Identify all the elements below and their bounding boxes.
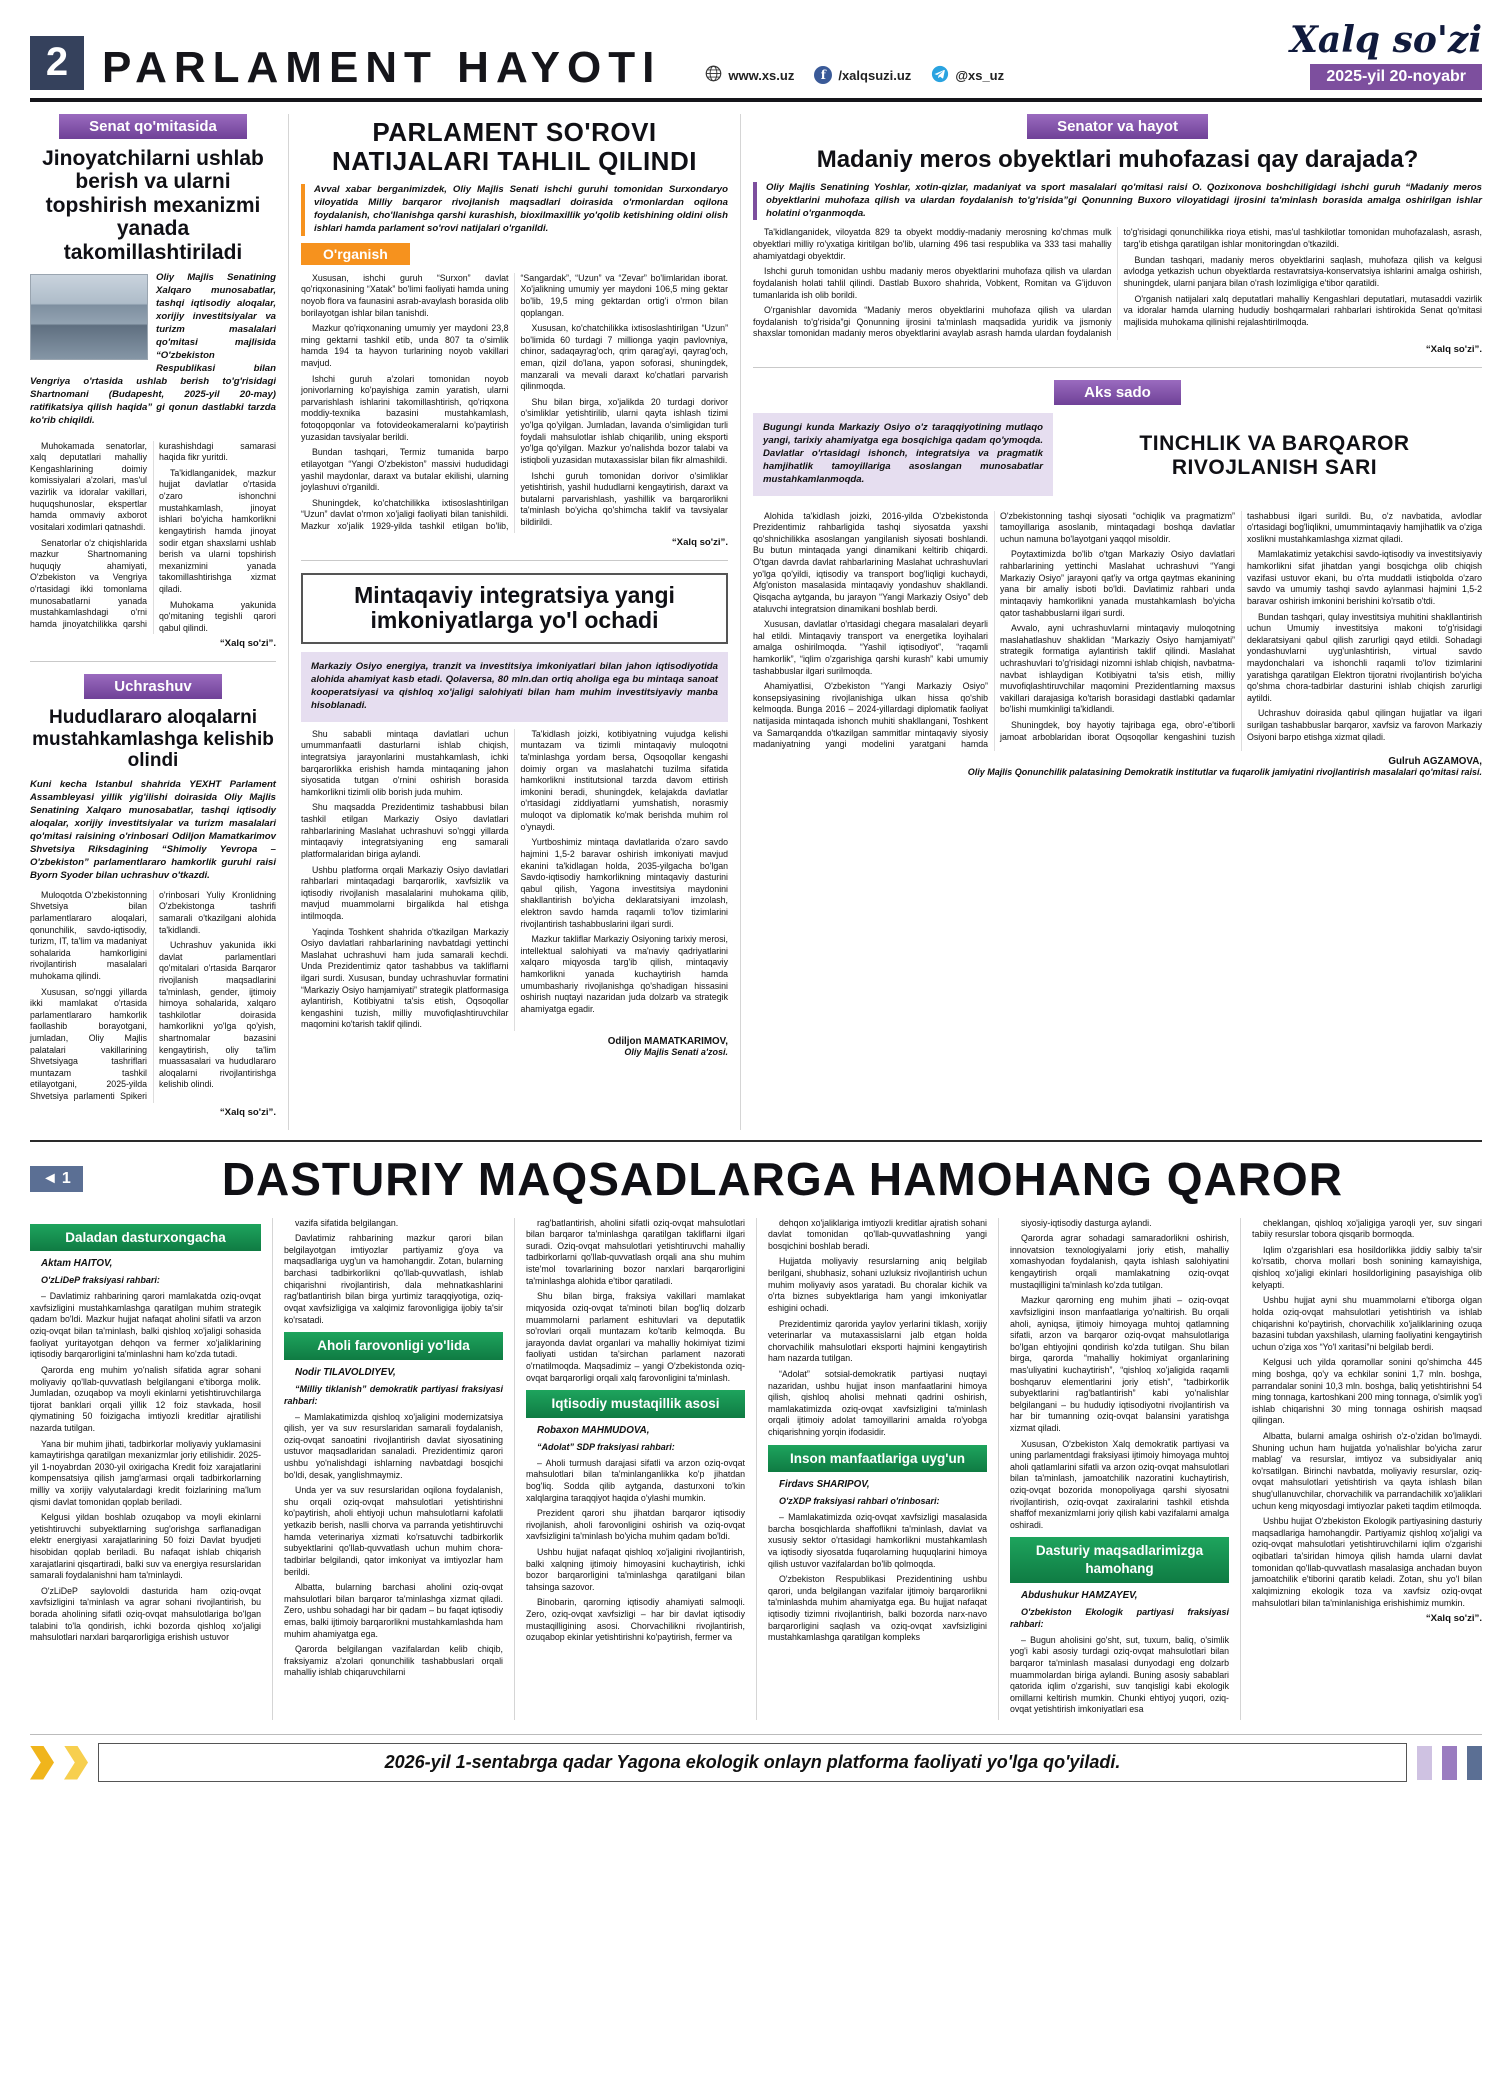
- right-column: [740, 114, 1482, 1130]
- speaker-role: O'zLiDeP fraksiyasi rahbari:: [41, 1275, 160, 1286]
- column-body-continued: [284, 1218, 503, 1326]
- body-paragraph: Ushbu hujjat ayni shu muammolarni e'tiborga olgan holda oziq-ovqat mahsulotlari yetishtirish va ishlab chiqarishni ko'paytirish, chorvachilik xo'jaliklarining ozuqa bazasini tubdan yaxshilash, ularning faoliyatini kengaytirish uchun o'ziga xos “Yo'l xaritasi”ni belgilab berdi.: [1252, 1295, 1482, 1352]
- page-number: 2: [30, 36, 84, 90]
- bottom-column-6: [1240, 1218, 1482, 1720]
- bottom-section: [30, 1140, 1482, 1720]
- bottom-headline-row: [30, 1152, 1482, 1206]
- headline-peace: TINCHLIK VA BARQAROR RIVOJLANISH SARI: [1139, 432, 1410, 479]
- article-meeting: [30, 674, 276, 1117]
- announcement-text: 2026-yil 1-sentabrga qadar Yagona ekologik onlayn platforma faoliyati yo'lga qo'yiladi.: [98, 1743, 1407, 1782]
- article-cultural-heritage: [753, 114, 1482, 355]
- article-divider: [301, 560, 728, 561]
- body-paragraph: Unda yer va suv resurslaridan oqilona foydalanish, shu orqali oziq-ovqat mahsulotlari yetishtirishni ko'paytirish, aholi ehtiyoji uchun mahsulotlarni kafolatli yetkazib berish, naslli chorva va parranda yetishtiruvchi hamda veterinariya xizmati ko'rsatuvchi tadbirkorlik subyektlarini qo'llab-quvvatlash uchun muhim chora-tadbirlar belgilandi, qator imkoniyat va imtiyozlar ham berildi.: [284, 1485, 503, 1577]
- telegram-handle: @xs_uz: [955, 67, 1005, 83]
- article-lead: Avval xabar berganimizdek, Oliy Majlis Senati ishchi guruhi tomonidan Surxondaryo viloyatida Milliy barqaror rivojlanish maqsadlari doirasida o'rmonlardan oqilona foydalanish, cho'llanishga qarshi kurashish, bioxilmaxillik yo'qolib ketishining oldini olish ishlari hamda parlament so'rovi natijalari o'rganildi.: [301, 184, 728, 236]
- column-body-continued: [1252, 1218, 1482, 1610]
- author-name: Odiljon MAMATKARIMOV,: [607, 1036, 728, 1048]
- body-paragraph: Xususan, ko'chatchilikka ixtisoslashtirilgan “Uzun” bo'limida 60 turdagi 7 millionga yaqin pavlovniya, chinor, sadaqayrag'och, qrim qarag'ayi, qayrag'och, eman, qizil do'lana, yapon soforasi, shuningdek, manzarali va mevali daraxt ko'chatlari parvarish qilinmoqda.: [520, 323, 728, 392]
- kicker-senator-va-hayot: Senator va hayot: [1027, 114, 1208, 139]
- body-paragraph: Ta'kidlanganidek, mazkur hujjat davlatlar o'rtasida o'zaro ishonchni mustahkamlash, jinoyat ishlari bo'yicha hamkorlikni kengaytirish hamda jinoyat sodir etgan shaxslarni ushlab berish va ularni topshirish mexanizmini yanada takomillashtirishga xizmat qiladi.: [159, 467, 276, 594]
- body-paragraph: Bundan tashqari, madaniy meros obyektlarini saqlash, muhofaza qilish va kelgusi avlodga yetkazish uchun obyektlarda restavratsiya-konservatsiya ishlarini amalga oshirish, shuningdek, ularni panjara bilan o'rash lozimligiga e'tibor qaratildi.: [1123, 254, 1482, 288]
- column-body-continued: [526, 1218, 745, 1385]
- body-paragraph: Ahamiyatlisi, O'zbekiston “Yangi Markaziy Osiyo” konsepsiyasining rivojlanishiga ulkan hissa qo'shib kelmoqda. Bunga 2016 – 2024-yillardagi diplomatik faoliyat natijasida mintaqada ishonch muhiti shakllangani, Toshkent va Samarqandda o'tkazilgan sammitlar mintaqaviy siyosiy madaniyatning yangi modelini yaratgani hamda O'zbekistonning tashqi siyosati “ochiqlik va pragmatizm” tamoyillariga asoslanib, mintaqadagi boshqa davlatlar uchun namuna bo'layotgani yaqqol misoldir.: [753, 510, 1235, 750]
- body-paragraph: Davlatimiz rahbarining mazkur qarori bilan belgilayotgan imtiyozlar partiyamiz g'oya va maqsadlariga uyg'un va hamohangdir. Zotan, bularning barchasi tadbirkorlikni qo'llab-quvvatlash, ishlab chiqarishni rivojlantirish, dala mehnatkashlarini rag'batlantirish bilan birga yurtimiz taraqqiyotiga, oziq-ovqat xavfsizligiga va xalqimiz farovonligiga ijobiy ta'sir ko'rsatadi.: [284, 1233, 503, 1325]
- body-paragraph: Qarorda agrar sohadagi samaradorlikni oshirish, innovatsion texnologiyalarni joriy etish, mahalliy xomashyodan foydalanish, qayta ishlash salohiyatini kengaytirish orqali mamlakatning oziq-ovqat mustaqilligini ta'minlash ko'zda tutilgan.: [1010, 1233, 1229, 1290]
- bottom-column-2: [272, 1218, 514, 1720]
- article-lead: Oliy Majlis Senatining Yoshlar, xotin-qizlar, madaniyat va sport masalalari qo'mitasi raisi O. Qozixonova boshchiligidagi ishchi guruh “Madaniy meros obyektlarini muhofaza qilish va ulardan foydalanish to'g'risida”gi Qonunning Buxoro viloyatidagi ijrosini ta'minlash borasida amalga oshirilgan ishlar holatini o'rganmoqda.: [753, 182, 1482, 221]
- body-paragraph: – Aholi turmush darajasi sifatli va arzon oziq-ovqat mahsulotlari bilan ta'minlanganlikka ko'p jihatdan bog'liq. Sodda qilib aytganda, dasturxoni to'kin xalqlargina taraqqiyot haqida o'ylashi mumkin.: [526, 1457, 745, 1503]
- body-paragraph: Poytaxtimizda bo'lib o'tgan Markaziy Osiyo davlatlari rahbarlarining yettinchi Maslahat uchrashuvi “Yangi Markaziy Osiyo” jarayoni qat'iy va ortga qaytmas ekanining yana bir amaliy isboti bo'ldi. Davlatimiz rahbari unda mintaqaviy hamkorlikni yanada mustahkamlash bo'yicha qator tashabbuslarni ilgari surdi.: [1000, 549, 1235, 618]
- body-paragraph: cheklangan, qishloq xo'jaligiga yaroqli yer, suv singari tabiiy resurslar tobora qisqarib bormoqda.: [1252, 1217, 1482, 1240]
- body-paragraph: Alohida ta'kidlash joizki, 2016-yilda O'zbekistonda Prezidentimiz rahbarligida tashqi siyosatda yaxshi qo'shnichilikka asoslangan yangilanish siyosati boshlandi. Bu butun mintaqada yangi dinamikani keltirib chiqardi. O'tgan davrda davlat rahbarlarining Maslahat uchrashuvlari yo'lga qo'yildi, iqtisodiy va transport bog'liqligi kuchaydi, Afg'oniston masalasida mintaqaviy yondashuv shakllandi. Qisqacha aytganda, bu jarayon “Yangi Markaziy Osiyo” deb ataluvchi integratsion dinamikani boshlab berdi.: [753, 510, 988, 614]
- article-lead: Markaziy Osiyo energiya, tranzit va investitsiya imkoniyatlari bilan jahon iqtisodiyotida alohida ahamiyat kasb etadi. Qolaversa, 80 mln.dan ortiq aholiga ega bu mintaqa sanoat kooperatsiyasi va qishloq xo'jaligi salohiyati bilan ham muhim investitsiyaviy manba hisoblanadi.: [301, 652, 728, 722]
- body-paragraph: – Mamlakatimizda qishloq xo'jaligini modernizatsiya qilish, yer va suv resurslaridan samarali foydalanish, oziq-ovqat sanoatini rivojlantirish davlat siyosatining ustuvor maqsadlaridan sanaladi. Prezidentimiz qarori ushbu yo'nalishdagi ishlarning navbatdagi bosqichi bo'ldi, desak, yanglishmaymiz.: [284, 1411, 503, 1480]
- website-url: www.xs.uz: [728, 67, 795, 83]
- contact-links: [705, 65, 1004, 86]
- body-paragraph: Mamlakatimiz yetakchisi savdo-iqtisodiy va investitsiyaviy hamkorlikni sifat jihatdan yangi bosqichga olib chiqish vazifasi ustuvor ekani, bu o'rta muddatli istiqbolda o'zaro savdo va umumiy tashqi savdo aylanmasi hajmini 1,5-2 baravar oshirish imkonini berishini ko'rsatib o'tdi.: [1247, 549, 1482, 606]
- brand-block: [1289, 19, 1482, 90]
- body-paragraph: Xususan, so'nggi yillarda ikki mamlakat o'rtasida parlamentlararo hamkorlik faollashib borayotgani, jumladan, Oliy Majlis palatalari vakillarining Shvetsiyaga tashriflari muntazam tashkil etilayotgani, 2025-yilda Shvetsiya parlamenti Spikeri o'rinbosari Yuliy Kronlidning O'zbekistonga tashrifi samarali o'tkazilgani alohida ta'kidlandi.: [30, 889, 276, 1102]
- article-lead-block: [30, 272, 276, 434]
- body-paragraph: Muloqotda O'zbekistonning Shvetsiya bilan parlamentlararo aloqalari, qonunchilik, savdo-iqtisodiy, turizm, IT, ta'lim va madaniyat sohalarida hamkorligini rivojlantirish masalalari muhokama qilindi.: [30, 889, 147, 981]
- speaker-role: O'zXDP fraksiyasi rahbari o'rinbosari:: [779, 1496, 940, 1507]
- headline-integration: Mintaqaviy integratsiya yangi imkoniyatlarga yo'l ochadi: [301, 573, 728, 645]
- headline-interregional: Hududlararo aloqalarni mustahkamlashga kelishib olindi: [32, 707, 274, 771]
- article-photo: [30, 274, 148, 360]
- column-body: [1010, 1635, 1229, 1716]
- issue-date: 2025-yil 20-noyabr: [1310, 64, 1482, 90]
- body-paragraph: – Bugun aholisini go'sht, sut, tuxum, baliq, o'simlik yog'i kabi asosiy turdagi oziq-ovqat mahsulotlari bilan barqaror ta'minlash masalasi dunyodagi eng dolzarb muammolardan biriga aylandi. Buning asosiy sabablari qatorida iqlim o'zgarishi, suv tanqisligi kabi ekologik omillarni keltirish mumkin. Chunki ehtiyoj yuqori, oziq-ovqat yetishtirish imkoniyatlari esa: [1010, 1634, 1229, 1715]
- decor-bar: [1467, 1746, 1482, 1780]
- signoff: “Xalq so'zi”.: [219, 1106, 276, 1118]
- body-paragraph: Shu sababli mintaqa davlatlari uchun umummanfaatli dasturlarni ishlab chiqish, integratsiya jarayonlarini mustahkamlash, ichki barqarorlikka erishish hamda mintaqaning jahon siyosatida tutgan o'rnini oshirish borasida hamkorlikni tizimli olib borish juda muhim.: [301, 728, 509, 797]
- chevron-icon: [30, 1746, 54, 1780]
- article-divider: [753, 367, 1482, 368]
- body-paragraph: Muhokamada senatorlar, xalq deputatlari mahalliy Kengashlarining doimiy komissiyalari a'zolari, mas'ul vazirlik va idoralar vakillari, huquqshunoslar, ekspertlar hamda ommaviy axborot vositalari xodimlari qatnashdi.: [30, 440, 147, 532]
- article-regional-integration: [301, 573, 728, 1057]
- kicker-aholi-farovonligi: Aholi farovonligi yo'lida: [284, 1332, 503, 1360]
- body-paragraph: Mazkur takliflar Markaziy Osiyoning tarixiy merosi, intellektual salohiyati va ma'naviy qadriyatlarini xalqaro miqyosda targ'ib qilish, mintaqaviy hamkorlikni yanada kuchaytirish hamda umumbashariy rivojlanishga qo'shadigan hissasini oshirish nuqtayi nazaridan juda dolzarb va strategik ahamiyatga egadir.: [520, 934, 728, 1014]
- kicker-aks-sado: Aks sado: [1054, 380, 1181, 405]
- body-paragraph: Kelgusi yildan boshlab ozuqabop va moyli ekinlarni yetishtiruvchi subyektlarning sug'orishga sarflanadigan elektr energiyasi xarajatlarining 50 foizi Davlat byudjeti hisobidan qoplab beriladi. Bu nafaqat ishlab chiqarish xarajatlarini qisqartiradi, balki suv va energiya resurslaridan samarali foydalanishni ham ta'minlaydi.: [30, 1512, 261, 1581]
- body-paragraph: Yana bir muhim jihati, tadbirkorlar moliyaviy yuklamasini kamaytirishga qaratilgan mexanizmlar joriy etilishidir. 2025-yil 1-noyabrdan 2030-yil oxirigacha Kredit foiz xarajatlarini kompensatsiya qilish jamg'armasi orqali tadbirkorlarning milliy va xorijiy valyutalardagi kredit foizlarining ma'lum qismi davlat tomonidan qoplab beriladi.: [30, 1438, 261, 1507]
- bottom-column-5: [998, 1218, 1240, 1720]
- center-column: [288, 114, 740, 1130]
- speaker-name: Firdavs SHARIPOV,: [779, 1479, 870, 1491]
- body-paragraph: rag'batlantirish, aholini sifatli oziq-ovqat mahsulotlari bilan barqaror ta'minlashga qaratilgan takliflarni ilgari suradi. Oziq-ovqat mahsulotlari yetishtiruvchi mahalliy tadbirkorlarni qo'llab-quvvatlash orqali ana shu muhim iste'mol tovarlarining bozor narxlari barqarorligini ta'minlashga alohida e'tibor qaratiladi.: [526, 1217, 745, 1286]
- article-lead: Kuni kecha Istanbul shahrida YEXHT Parlament Assambleyasi yillik yig'ilishi doirasida Oliy Majlis Senatining Xalqaro munosabatlar, tashqi iqtisodiy aloqalar, xorijiy investitsiyalar va turizm masalalari qo'mitasi raisining o'rinbosari Odiljon Mamatkarimov Shvetsiya Riksdagining “Shimoliy Yevropa – O'zbekiston” parlamentlararo hamkorlik guruhi raisi Byorn Syoder bilan uchrashuv o'tkazdi.: [30, 779, 276, 881]
- body-paragraph: Kelgusi uch yilda qoramollar sonini qo'shimcha 445 ming boshga, qo'y va echkilar sonini 1,7 mln. boshga, parrandalar sonini 10,3 mln. boshga, baliq yetishtirishni 54 ming tonnaga, kartoshkani 200 ming tonnaga, o'simlik yog'i ishlab chiqarishni 30 ming tonnaga oshirish maqsad qilingan.: [1252, 1357, 1482, 1426]
- headline-survey: PARLAMENT SO'ROVI NATIJALARI TAHLIL QILINDI: [332, 116, 697, 176]
- body-paragraph: Xususan, ishchi guruh “Surxon” davlat qo'riqxonasining “Xatak” bo'limi faoliyati hamda uning noyob flora va faunasini asrab-avaylash borasida olib borilayotgan ishlar bilan tanishdi.: [301, 272, 509, 318]
- author-role: Oliy Majlis Senati a'zosi.: [624, 1047, 728, 1058]
- continued-page-number: 1: [61, 1169, 71, 1187]
- body-paragraph: Albatta, bularni amalga oshirish o'z-o'zidan bo'lmaydi. Shuning uchun ham hujjatda yo'nalishlar bo'yicha zarur mablag' va resurslar, imtiyoz va subsidiyalar aniq ko'rsatilgan. Birinchi navbatda, moliyaviy resurslar, oziq-ovqat mahsulotlari yetishtirish va qayta ishlash bilan shug'ullanuvchilar, chorvachilik va parrandachilik xo'jaliklari uchun keng miqyosdagi imtiyozlar paketi taqdim etilmoqda.: [1252, 1431, 1482, 1511]
- decor-bar: [1442, 1746, 1457, 1780]
- article-body: [30, 441, 276, 635]
- kicker-daladan-dasturxongacha: Daladan dasturxongacha: [30, 1224, 261, 1252]
- article-lead: Oliy Majlis Senatining Xalqaro munosabatlar, tashqi iqtisodiy aloqalar, xorijiy investitsiyalar va turizm masalalari qo'mitasi majlisida “O'zbekiston Respublikasi bilan Vengriya o'rtasida ushlab berish to'g'risidagi Shartnomani (Budapesht, 2025-yil 20-may) ratifikatsiya qilish haqida” gi qonun dastlabki tarzda ko'rib chiqildi.: [30, 272, 276, 426]
- facebook-link: [814, 66, 911, 84]
- body-paragraph: Prezident qarori shu jihatdan barqaror iqtisodiy rivojlanish, aholi farovonligini oshirish va oziq-ovqat xavfsizligini ta'minlash bo'yicha muhim qadam bo'ldi.: [526, 1508, 745, 1542]
- body-paragraph: O'zbekiston Respublikasi Prezidentining ushbu qarori, unda belgilangan vazifalar ijtimoiy barqarorlikni ta'minlashda muhim ahamiyatga ega. Bu hujjat nafaqat iqtisodiy tizimni rivojlantirish, balki bozorda narx-navo barqarorligini saqlash va oziq-ovqat xavfsizligini mustahkamlashga qaratilgan kompleks: [768, 1574, 987, 1643]
- globe-icon: [705, 65, 722, 85]
- body-paragraph: Ishchi guruh tomonidan ushbu madaniy meros obyektlarini muhofaza qilish va ulardan foydalanish holati tahlil qilindi. Dastlab Buxoro shahrida, Vobkent, Romitan va G'ijduvon tumanlarida ish olib borildi.: [753, 266, 1112, 300]
- body-paragraph: Iqlim o'zgarishlari esa hosildorlikka jiddiy salbiy ta'sir ko'rsatib, chorva mollari bosh sonining kamayishiga, qishloq xo'jaligi ekinlari hosildorligining pasayishiga olib kelyapti.: [1252, 1244, 1482, 1290]
- kicker-dasturiy-maqsadlar: Dasturiy maqsadlarimizga hamohang: [1010, 1537, 1229, 1583]
- body-paragraph: – Mamlakatimizda oziq-ovqat xavfsizligi masalasida barcha bosqichlarda shaffoflikni ta'minlash, davlat va xususiy sektor o'rtasidagi hamkorlikni mustahkamlash va iqtisodiy siyosatda fuqarolarning huquqlarini himoya qilish ustuvor vazifalardan bo'lib qolmoqda.: [768, 1512, 987, 1569]
- bottom-column-3: [514, 1218, 756, 1720]
- body-paragraph: Yaqinda Toshkent shahrida o'tkazilgan Markaziy Osiyo davlatlari rahbarlarining navbatdagi yettinchi Maslahat uchrashuvi ham juda samarali kechdi. Unda Prezidentimiz qator tashabbus va takliflarni ilgari surdi. Xususan, bunday uchrashuvlar formatini “Markaziy Osiyo hamjamiyati” strategik platformasiga aylantirish, Kotibiyatni ta'sis etish, Oqsoqollar kengashini tuzish, milliy muvofiqlashtiruvchilar maqomini ko'tarish taklif qilindi.: [301, 926, 509, 1030]
- body-paragraph: Ishchi guruh tomonidan dorivor o'simliklar yetishtirish, yashil hududlarni kengaytirish, daraxt va butalarni parvarishlash, yashillik va barqarorlikni ta'minlash bo'yicha qo'shimcha taklif va tavsiyalar bildirildi.: [520, 470, 728, 527]
- body-paragraph: Ta'kidlash joizki, kotibiyatning vujudga kelishi muntazam va tizimli mintaqaviy muloqotni ta'minlashga yordam bersa, Oqsoqollar kengashi doimiy organ va maslahatchi tuzilma sifatida hamkorlikni institutsional tarzda davom ettirish imkonini beradi, shuningdek, kelajakda davlatlar o'rtasidagi ziddiyatlarni yumshatish, norasmiy muloqot va diplomatik ko'mak berishda muhim rol o'ynaydi.: [520, 728, 728, 832]
- kicker-inson-manfaatlariga: Inson manfaatlariga uyg'un: [768, 1445, 987, 1473]
- body-paragraph: Qarorda belgilangan vazifalardan kelib chiqib, fraksiyamiz a'zolari qonunchilik tashabbuslari orqali mahalliy ishlab chiqaruvchilarni: [284, 1644, 503, 1678]
- body-paragraph: Qarorda eng muhim yo'nalish sifatida agrar sohani moliyaviy qo'llab-quvvatlash belgilangani e'tiborga molik. Jumladan, ozuqabop va moyli ekinlarni yetishtiruvchilarga tijorat banklari orqali yillik 12 foiz stavkada, hosil qiymatining 50 foizigacha imtiyozli kreditlar ajratilishi nazarda tutilgan.: [30, 1364, 261, 1433]
- masthead: [30, 19, 1482, 102]
- body-paragraph: Uchrashuv yakunida ikki davlat parlamentlari qo'mitalari o'rtasida Barqaror rivojlanish maqsadlarini ta'minlash, gender, ijtimoiy himoya sohalarida, xalqaro tashkilotlar doirasida hamkorlikni yo'lga qo'yish, shartnomalar bazasini kengaytirish, oliy ta'lim muassasalari va hududlararo aloqalarni rivojlantirishga kelishib olindi.: [159, 940, 276, 1090]
- article-lead: Bugungi kunda Markaziy Osiyo o'z taraqqiyotining mutlaqo yangi, tarixiy ahamiyatga ega bosqichiga qadam qo'ymoqda. Davlatlar o'rtasidagi ishonch, integratsiya va pragmatik hamjihatlik tamoyillariga asoslangan munosabatlar mustahkamlanmoqda.: [753, 413, 1053, 496]
- kicker-organish: O'rganish: [301, 243, 410, 265]
- column-body: [284, 1412, 503, 1679]
- body-paragraph: Ushbu platforma orqali Markaziy Osiyo davlatlari rahbarlari mintaqadagi barqarorlik, xavfsizlik va iqtisodiy rivojlanish masalalarini muhokama qilib, mavjud muammolarni birgalikda hal etishga intilmoqda.: [301, 864, 509, 921]
- body-paragraph: Mazkur qarorning eng muhim jihati – oziq-ovqat xavfsizligini inson manfaatlariga yo'naltirish. Bu orqali aholi, ayniqsa, ijtimoiy himoyaga muhtoj qatlamning sifatli, arzon va barqaror oziq-ovqat mahsulotlariga bo'lgan ehtiyojini qondirish ko'zda tutilgan. Shu bilan birga, qarorda “mahalliy hokimiyat organlarining mas'uliyatini kuchaytirish”, “qishloq xo'jaligida raqamli boshqaruv elementlarini joriy etish”, “tadbirkorlik subyektlarini rag'batlantirish” kabi yo'nalishlar belgilangani – bu hududiy iqtisodiyotni rivojlantirish va har bir tumanning oziq-ovqat balansini yaratishga xizmat qiladi.: [1010, 1295, 1229, 1433]
- body-paragraph: Bundan tashqari, qulay investitsiya muhitini shakllantirish uchun Umumiy investitsiya makoni to'g'risidagi deklaratsiyani qabul qilish zarurligi qayd etildi. Sohadagi yondashuvlarni uyg'unlashtirish, virtual savdo maydonchalari va ishonchli raqamli to'lov tizimlarini yaratishga qaratilgan Elektron tijoratni rivojlantirish bo'yicha qo'shma chora-tadbirlar dasturini ishlab chiqish zarurligi aytildi.: [1247, 611, 1482, 703]
- column-body: [768, 1512, 987, 1644]
- body-paragraph: Ushbu hujjat O'zbekiston Ekologik partiyasining dasturiy maqsadlariga hamohangdir. Partiyamiz qishloq xo'jaligi va oziq-ovqat mahsulotlari yetishtiruvchilarni iqlim o'zgarishi oqibatlari ta'siridan himoya qilish hamda ularni davlat tomonidan qo'llab-quvvatlash masalasiga anchadan buyon jamoatchilik e'tiborini qaratib keladi. Zotan, shu yo'l bilan xalqimizning ekologik toza va xavfsiz oziq-ovqat mahsulotlari bilan ta'minlanishiga erishishimiz mumkin.: [1252, 1516, 1482, 1608]
- body-paragraph: Bundan tashqari, Termiz tumanida barpo etilayotgan “Yangi O'zbekiston” massivi hududidagi yashil maydonlar, daraxt va butalar ekilishi, ularning joylashuvi o'rganildi.: [301, 447, 509, 493]
- speaker-role: O'zbekiston Ekologik partiyasi fraksiyasi rahbari:: [1010, 1607, 1229, 1629]
- newspaper-logo: Xalq so'zi: [1289, 19, 1482, 61]
- body-paragraph: Binobarin, qarorning iqtisodiy ahamiyati salmoqli. Zero, oziq-ovqat xavfsizligi – har bir davlat iqtisodiy mustaqilligining asosi. Chorvachilikni rivojlantirish, ozuqabop ekinlar yetishtirishni ko'paytirish, fermer va: [526, 1597, 745, 1643]
- column-body-continued: [768, 1218, 987, 1439]
- column-body: [526, 1458, 745, 1644]
- signoff: “Xalq so'zi”.: [1425, 343, 1482, 355]
- column-body: [30, 1291, 261, 1644]
- body-paragraph: Shu bilan birga, fraksiya vakillari mamlakat miqyosida oziq-ovqat ta'minoti bilan bog'liq dolzarb muammolarni parlament eshituvlari va deputatlik so'rovlari orqali muntazam ko'tarib kelmoqda. Bu jarayonda davlat organlari va mahalliy hokimiyat tizimi faoliyati ustidan ta'sirchan parlament nazorati o'rnatilmoqda. Maqsadimiz – yangi O'zbekistonda oziq-ovqat barqarorligi orqali xalq farovonligini ta'minlash.: [526, 1291, 745, 1383]
- column-body-continued: [1010, 1218, 1229, 1532]
- body-paragraph: Ushbu hujjat nafaqat qishloq xo'jaligini rivojlantirish, balki xalqning ijtimoiy himoyasini kuchaytirish, ichki bozor barqarorligini ta'minlashga qaratilgani bilan tahsinga sazovor.: [526, 1547, 745, 1592]
- chevron-icon: [64, 1746, 88, 1780]
- signoff: “Xalq so'zi”.: [1425, 1613, 1482, 1625]
- continued-from-badge: [30, 1166, 83, 1192]
- body-paragraph: O'rganish natijalari xalq deputatlari mahalliy Kengashlari deputatlari, mutasaddi vazirlik va idoralar hamda ularning hududiy boshqarmalari rahbarlari ishtirokida Senat qo'mitasi majlisida muhokama qilinishi rejalashtirilmoqda.: [1123, 293, 1482, 327]
- signoff: “Xalq so'zi”.: [219, 638, 276, 650]
- article-body: [301, 729, 728, 1031]
- signoff: “Xalq so'zi”.: [671, 536, 728, 548]
- bottom-column-1: [30, 1218, 272, 1720]
- top-section: [30, 102, 1482, 1130]
- body-paragraph: Uchrashuv doirasida qabul qilingan hujjatlar va ilgari surilgan tashabbuslar barqaror, xavfsiz va farovon Markaziy Osiyoni barpo etishga xizmat qiladi.: [1247, 708, 1482, 742]
- body-paragraph: Senatorlar o'z chiqishlarida mazkur Shartnomaning huquqiy ahamiyati, O'zbekiston va Vengriya o'rtasidagi ikki tomonlama munosabatlarni yanada mustahkamlashdagi o'rni hamda jinoyatchilikka qarshi kurashishdagi samarasi haqida fikr yuritdi.: [30, 440, 276, 629]
- article-body: [30, 890, 276, 1103]
- footer-ticker: [30, 1734, 1482, 1788]
- facebook-icon: f: [814, 66, 832, 84]
- body-paragraph: O'rganishlar davomida “Madaniy meros obyektlarini muhofaza qilish va ulardan foydalanish to'g'risida”gi Qonunning ijrosini ta'minlash maqsadida yuridik va jismoniy shaxslar tomonidan madaniy meros obyektlarini avaylab asrash hamda ulardan foydalanish to'g'risidagi qonunchilikka rioya etishi, mas'ul tashkilotlar tomonidan muhofazalash, asrash, targ'ib etishga qaratilgan ishlar monitoringdan o'tkazildi.: [753, 227, 1482, 339]
- body-paragraph: Mazkur qo'riqxonaning umumiy yer maydoni 23,8 ming gektarni tashkil etib, unda 807 ta o'simlik hamda 194 ta hayvon turlarining noyob vakillari mavjud.: [301, 323, 509, 369]
- section-title: PARLAMENT HAYOTI: [102, 42, 662, 92]
- continued-arrow-icon: ◄: [42, 1169, 58, 1187]
- kicker-senat-qomitasida: Senat qo'mitasida: [59, 114, 247, 139]
- article-header-row: [753, 413, 1482, 503]
- body-paragraph: – Davlatimiz rahbarining qarori mamlakatda oziq-ovqat xavfsizligini mustahkamlashga qaratilgan muhim strategik qadam bo'ldi. Mazkur hujjat nafaqat aholini sifatli va arzon oziq-ovqat bilan ta'minlash, balki qishloq xo'jaligi sohasida faoliyat yuritayotgan dehqon va fermer xo'jaliklarining iqtisodiy barqarorligini ta'minlashni ham ko'zda tutadi.: [30, 1291, 261, 1360]
- left-column: [30, 114, 288, 1130]
- kicker-uchrashuv: Uchrashuv: [84, 674, 222, 699]
- speaker-role: “Adolat” SDP fraksiyasi rahbari:: [537, 1441, 675, 1452]
- author-name: Gulruh AGZAMOVA,: [1388, 755, 1482, 767]
- body-paragraph: “Adolat” sotsial-demokratik partiyasi nuqtayi nazaridan, ushbu hujjat inson manfaatlarini himoya qilish, qishloq aholisi mehnati qadrini oshirish, mamlakatimizda oziq-ovqat xavfsizligini ta'minlash orqali ijtimoiy adolat tamoyillarini amalda ro'yobga chiqarishning yorqin ifodasidir.: [768, 1368, 987, 1437]
- headline-heritage: Madaniy meros obyektlari muhofazasi qay darajada?: [816, 145, 1419, 173]
- body-paragraph: Albatta, bularning barchasi aholini oziq-ovqat mahsulotlari bilan barqaror ta'minlashga xizmat qiladi. Zero, ushbu sohadagi har bir qadam – bu faqat iqtisodiy emas, balki ijtimoiy barqarorlikni mustahkamlashda ham muhim ahamiyatga ega.: [284, 1582, 503, 1639]
- body-paragraph: Xususan, davlatlar o'rtasidagi chegara masalalari deyarli hal etildi. Mintaqaviy transport va energetika loyihalari amalga oshirilmoqda. “Yashil iqtisodiyot”, “raqamli hamkorlik”, “iqlim o'zgarishiga qarshi kurash” kabi umumiy tashabbuslar ilgari surilmoqda.: [753, 619, 988, 676]
- headline-extradition: Jinoyatchilarni ushlab berish va ularni topshirish mexanizmi yanada takomillashtiriladi: [42, 146, 264, 264]
- body-paragraph: Shu maqsadda Prezidentimiz tashabbusi bilan tashkil etilgan Markaziy Osiyo davlatlari rahbarlarining Maslahat uchrashuvi so'nggi yillarda mintaqaviy integratsiyaning eng samarali platformalaridan biriga aylandi.: [301, 802, 509, 859]
- body-paragraph: siyosiy-iqtisodiy dasturga aylandi.: [1021, 1217, 1152, 1228]
- speaker-role: “Milliy tiklanish” demokratik partiyasi fraksiyasi rahbari:: [284, 1383, 503, 1406]
- telegram-icon: [931, 65, 949, 86]
- article-peace-development: [753, 380, 1482, 777]
- article-body: [753, 227, 1482, 339]
- telegram-link: [931, 65, 1004, 86]
- website-link: [705, 65, 794, 85]
- article-parliament-survey: [301, 118, 728, 548]
- speaker-name: Aktam HAITOV,: [41, 1258, 113, 1270]
- body-paragraph: Ishchi guruh a'zolari tomonidan noyob jonivorlarning ko'payishiga zamin yaratish, ularni parvarishlash ishlarini takomillashtirish, qo'riqxona moddiy-texnika bazasini mustahkamlash, fotoqopqonlar va fotovideokameralarni ko'paytirish yuzasidan tavsiyalar berildi.: [301, 373, 509, 442]
- body-paragraph: Avvalo, ayni uchrashuvlarni mintaqaviy muloqotning maslahatlashuv shaklidan “Markaziy Osiyo hamjamiyati” strategik formatiga aylantirish taklif qilindi. Maslahat uchrashuvlari to'g'risidagi nizomni ishlab chiqish, navbatma-navbat ishlaydigan Kotibiyatni ta'sis etish, milliy muvofiqlashtiruvchilar maqomini Prezidentlarning maxsus vakillari darajasiga ko'tarish borasidagi dastlabki qadamlar bo'lishi mumkinligi ta'kidlandi.: [1000, 623, 1235, 715]
- body-paragraph: Muhokama yakunida qo'mitaning tegishli qarori qabul qilindi.: [159, 599, 276, 633]
- decor-bar: [1417, 1746, 1432, 1780]
- article-body: [753, 511, 1482, 751]
- article-senate-committee: [30, 114, 276, 650]
- body-paragraph: vazifa sifatida belgilangan.: [295, 1217, 399, 1228]
- body-paragraph: Yurtboshimiz mintaqa davlatlarida o'zaro savdo hajmini 1,5-2 baravar oshirish imkoniyati mavjud ekanini ta'kidlagan holda, 2035-yilgacha bo'lgan Savdo-iqtisodiy hamkorlikning mintaqaviy dasturini qabul qilish, Yagona investitsiya maydonini shakllantirish bo'yicha deklaratsiyani imzolash, elektron savdo hamda raqamli to'lov tizimlarini rivojlantirish tashabbuslarini ilgari surdi.: [520, 837, 728, 929]
- author-role: Oliy Majlis Qonunchilik palatasining Demokratik institutlar va fuqarolik jamiyatini rivojlantirish masalalari qo'mitasi raisi.: [967, 766, 1482, 777]
- speaker-name: Abdushukur HAMZAYEV,: [1021, 1590, 1138, 1602]
- article-divider: [30, 661, 276, 662]
- body-paragraph: Shu bilan birga, xo'jalikda 20 turdagi dorivor o'simliklar yetishtirilib, ularni qayta ishlash tizimi yo'lga qo'yilgan. Jumladan, lavanda o'simligidan turli foydali mahsulotlar ishlab chiqarilib, uning eksporti yo'lga qo'yilgan. Mazkur yo'nalishda bozor talabi va istiqboli yuzasidan mutaxassislar bilan fikr almashildi.: [520, 396, 728, 465]
- body-paragraph: O'zLiDeP saylovoldi dasturida ham oziq-ovqat xavfsizligini ta'minlash va agrar sohani rivojlantirish, bu borada aholining sifatli oziq-ovqat mahsulotlariga bo'lgan talabini to'la qondirish, ichki bozorda qishloq xo'jaligi mahsulotlari narxlari barqarorligiga erishish ustuvor: [30, 1585, 261, 1643]
- body-paragraph: Hujjatda moliyaviy resurslarning aniq belgilab berilgani, shubhasiz, sohani uzluksiz rivojlantirish uchun muhim moliyaviy asos yaratadi. Bu choralar kichik va o'rta biznes subyektlariga ham yangi imkoniyatlar eshigini ochadi.: [768, 1256, 987, 1313]
- body-paragraph: Ta'kidlanganidek, viloyatda 829 ta obyekt moddiy-madaniy merosning ko'chmas mulk obyektlari milliy ro'yxatiga kiritilgan bo'lib, ularning 496 tasi respublika va 333 tasi mahalliy ahamiyatdagi obyektdir.: [753, 227, 1112, 261]
- bottom-column-4: [756, 1218, 998, 1720]
- body-paragraph: Xususan, O'zbekiston Xalq demokratik partiyasi va uning parlamentdagi fraksiyasi ijtimoiy himoyaga muhtoj aholi qatlamlarini sifatli va arzon oziq-ovqat mahsulotlari bilan ta'minlash, jamoatchilik nazoratini kuchaytirish, oziq-ovqat bozorida monopoliyaga qarshi siyosatni rivojlantirish, oziq-ovqat zaxiralarini tashkil etishda shaffof mexanizmlarni joriy qilish kabi vazifalarni amalga oshiradi.: [1010, 1438, 1229, 1530]
- body-paragraph: Shuningdek, ko'chatchilikka ixtisoslashtirilgan “Uzun” davlat o'rmon xo'jaligi faoliyati bilan tanishildi. Mazkur xo'jalik 1929-yilda tashkil etilgan bo'lib, “Sangardak”, “Uzun” va “Zevar” bo'limlaridan iborat. Xo'jalikning umumiy yer maydoni 106,5 ming gektar bo'lib, 19,5 ming gektardan ortig'i o'rmon bilan qoplangan.: [301, 272, 728, 531]
- body-paragraph: dehqon xo'jaliklariga imtiyozli kreditlar ajratish sohani davlat tomonidan qo'llab-quvvatlashning yangi bosqichini boshlab beradi.: [768, 1217, 987, 1251]
- article-body: [301, 273, 728, 533]
- facebook-handle: /xalqsuzi.uz: [838, 67, 912, 83]
- bottom-columns: [30, 1218, 1482, 1720]
- speaker-name: Nodir TILAVOLDIYEV,: [295, 1366, 396, 1378]
- kicker-iqtisodiy-mustaqillik: Iqtisodiy mustaqillik asosi: [526, 1390, 745, 1418]
- body-paragraph: Prezidentimiz qarorida yaylov yerlarini tiklash, xorijiy veterinarlar va mutaxassislarni jalb etgan holda chorvachilik mahsulotlari eksporti hajmini kengaytirish ham nazarda tutilgan.: [768, 1318, 987, 1364]
- headline-program-decision: DASTURIY MAQSADLARGA HAMOHANG QAROR: [221, 1152, 1343, 1205]
- speaker-name: Robaxon MAHMUDOVA,: [537, 1424, 650, 1436]
- body-paragraph: Shuningdek, boy hayotiy tajribaga ega, obro'-e'tiborli jamoat arboblaridan iborat Oqsoqollar kengashini tuzish tashabbusi ilgari surildi. Bu, o'z navbatida, avlodlar o'rtasidagi bog'liqlikni, umummintaqaviy hamjihatlik va o'ziga xoslikni mustahkamlashga xizmat qiladi.: [1000, 510, 1482, 742]
